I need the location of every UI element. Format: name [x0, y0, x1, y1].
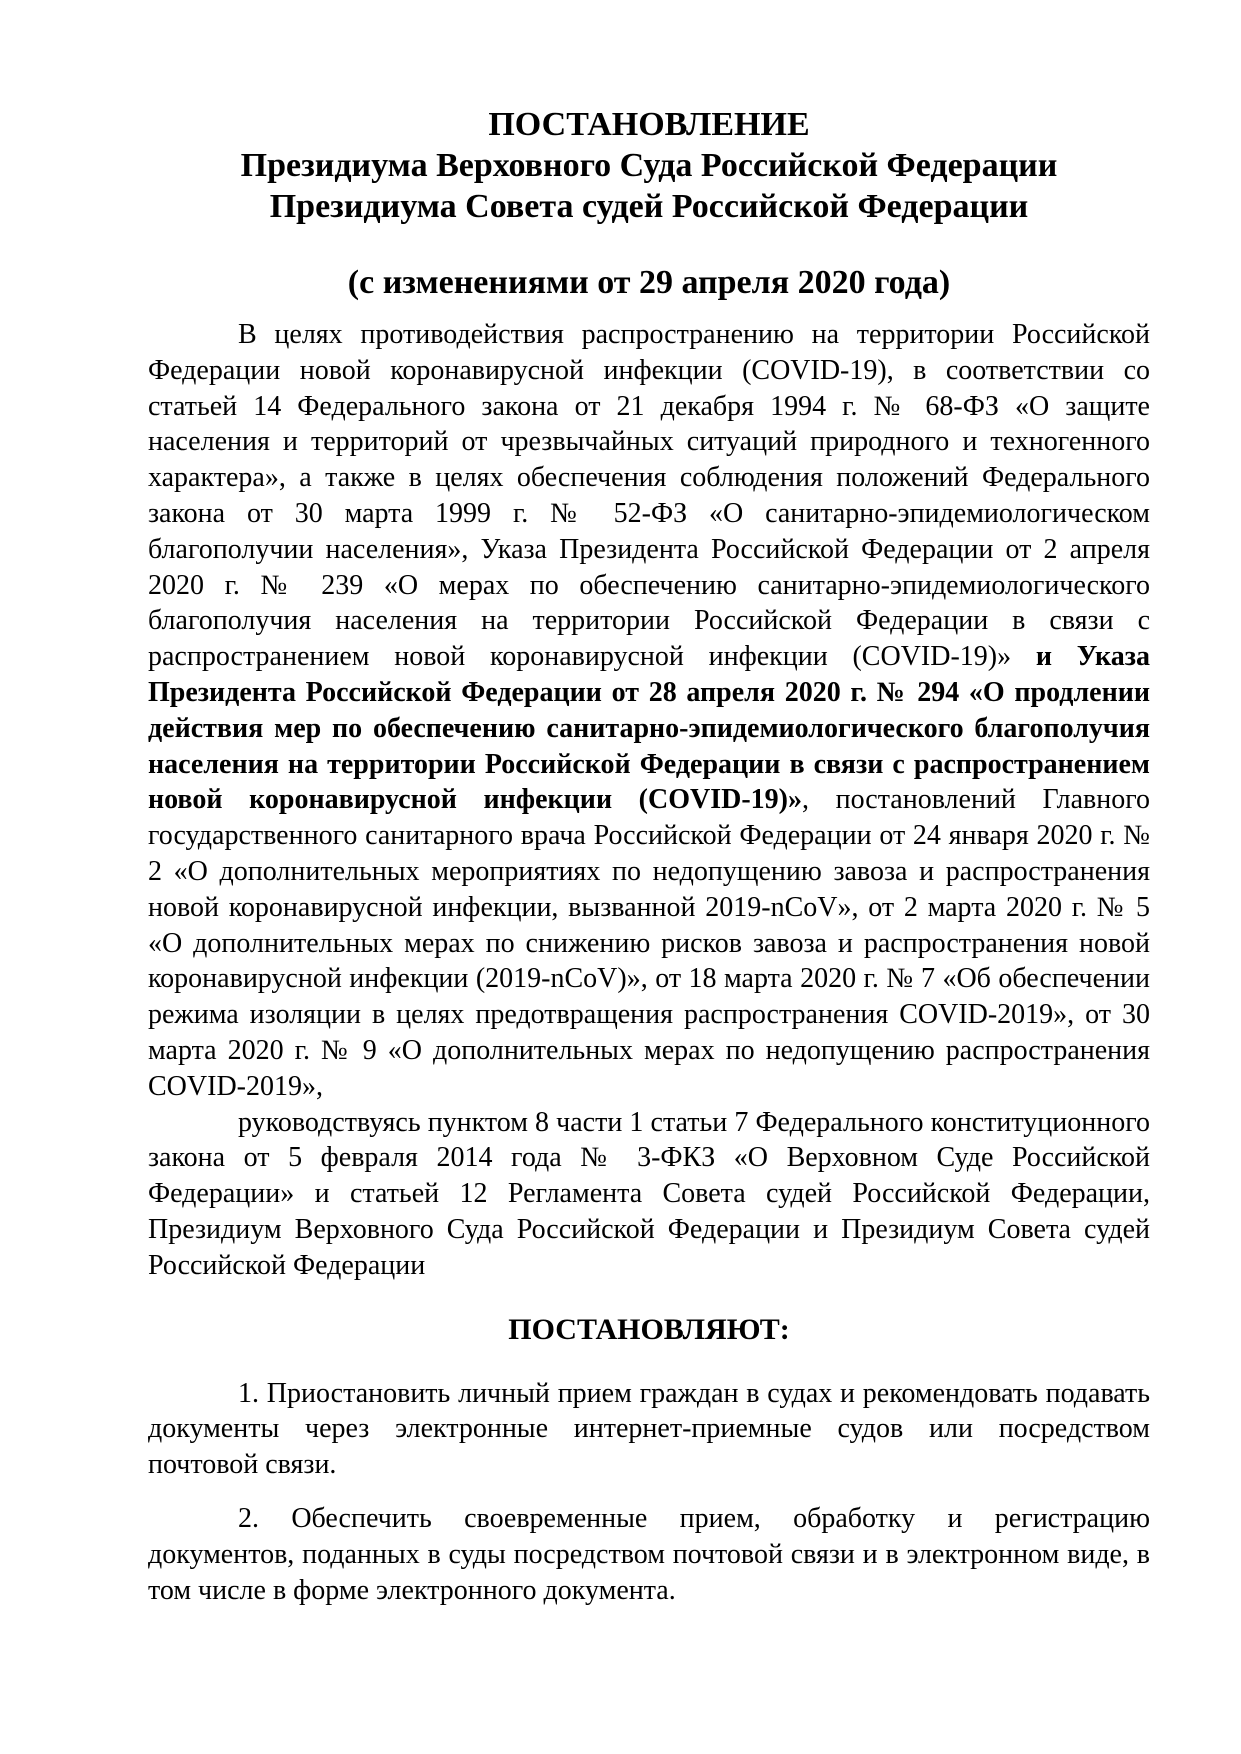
title-line-1: ПОСТАНОВЛЕНИЕ	[488, 106, 810, 143]
document-body	[148, 317, 1150, 1608]
title-line-2: Президиума Верховного Суда Российской Федерации	[240, 147, 1058, 184]
text-run: , постановлений Главного государственного санитарного врача Российской Федерации от 24 января 2020 г. № 2 «О дополнительных мероприятиях по недопущению завоза и распространения новой коронавирусной инфекции, вызванной 2019-nCoV», от 2 марта 2020 г. № 5 «О дополнительных мерах по снижению рисков завоза и распространения новой коронавирусной инфекции (2019-nCoV)», от 18 марта 2020 г. № 7 «Об обеспечении режима изоляции в целях предотвращения распространения COVID-2019», от 30 марта 2020 г. № 9 «О дополнительных мерах по недопущению распространения COVID-2019»,	[148, 784, 1150, 1102]
resolution-heading: ПОСТАНОВЛЯЮТ:	[508, 1312, 790, 1346]
body-paragraph	[148, 1105, 1150, 1284]
text-run: 1. Приостановить личный прием граждан в судах и рекомендовать подавать документы через электронные интернет-приемные судов или посредством почтовой связи.	[148, 1377, 1150, 1481]
preamble	[148, 317, 1150, 1284]
amendment-note: (с изменениями от 29 апреля 2020 года)	[347, 264, 951, 301]
text-run: В целях противодействия распространению на территории Российской Федерации новой коронавирусной инфекции (COVID-19), в соответствии со статьей 14 Федерального закона от 21 декабря 1994 г. № 68-ФЗ «О защите населения и территорий от чрезвычайных ситуаций природного и техногенного характера», а также в целях обеспечения соблюдения положений Федерального закона от 30 марта 1999 г. № 52-ФЗ «О санитарно-эпидемиологическом благополучии населения», Указа Президента Российской Федерации от 2 апреля 2020 г. № 239 «О мерах по обеспечению санитарно-эпидемиологического благополучия населения на территории Российской Федерации в связи с распространением новой коронавирусной инфекции (COVID-19)»	[148, 319, 1150, 673]
resolution-items	[148, 1376, 1150, 1609]
title-line-3: Президиума Совета судей Российской Федерации	[269, 188, 1029, 225]
text-run: 2. Обеспечить своевременные прием, обработку и регистрацию документов, поданных в суды посредством почтовой связи и в электронном виде, в том числе в форме электронного документа.	[148, 1502, 1150, 1606]
resolution-item	[148, 1376, 1150, 1483]
text-run-bold: и Указа Президента Российской Федерации от 28 апреля 2020 г. № 294 «О продлении действия мер по обеспечению санитарно-эпидемиологического благополучия населения на территории Российской Федерации в связи с распространением новой коронавирусной инфекции (COVID-19)»	[148, 641, 1150, 816]
text-run: руководствуясь пунктом 8 части 1 статьи 7 Федерального конституционного закона от 5 февраля 2014 года № 3-ФКЗ «О Верховном Суде Российской Федерации» и статьей 12 Регламента Совета судей Российской Федерации, Президиум Верховного Суда Российской Федерации и Президиум Совета судей Российской Федерации	[148, 1106, 1150, 1281]
resolution-item	[148, 1501, 1150, 1608]
body-paragraph	[148, 317, 1150, 1105]
document-title	[148, 104, 1150, 227]
